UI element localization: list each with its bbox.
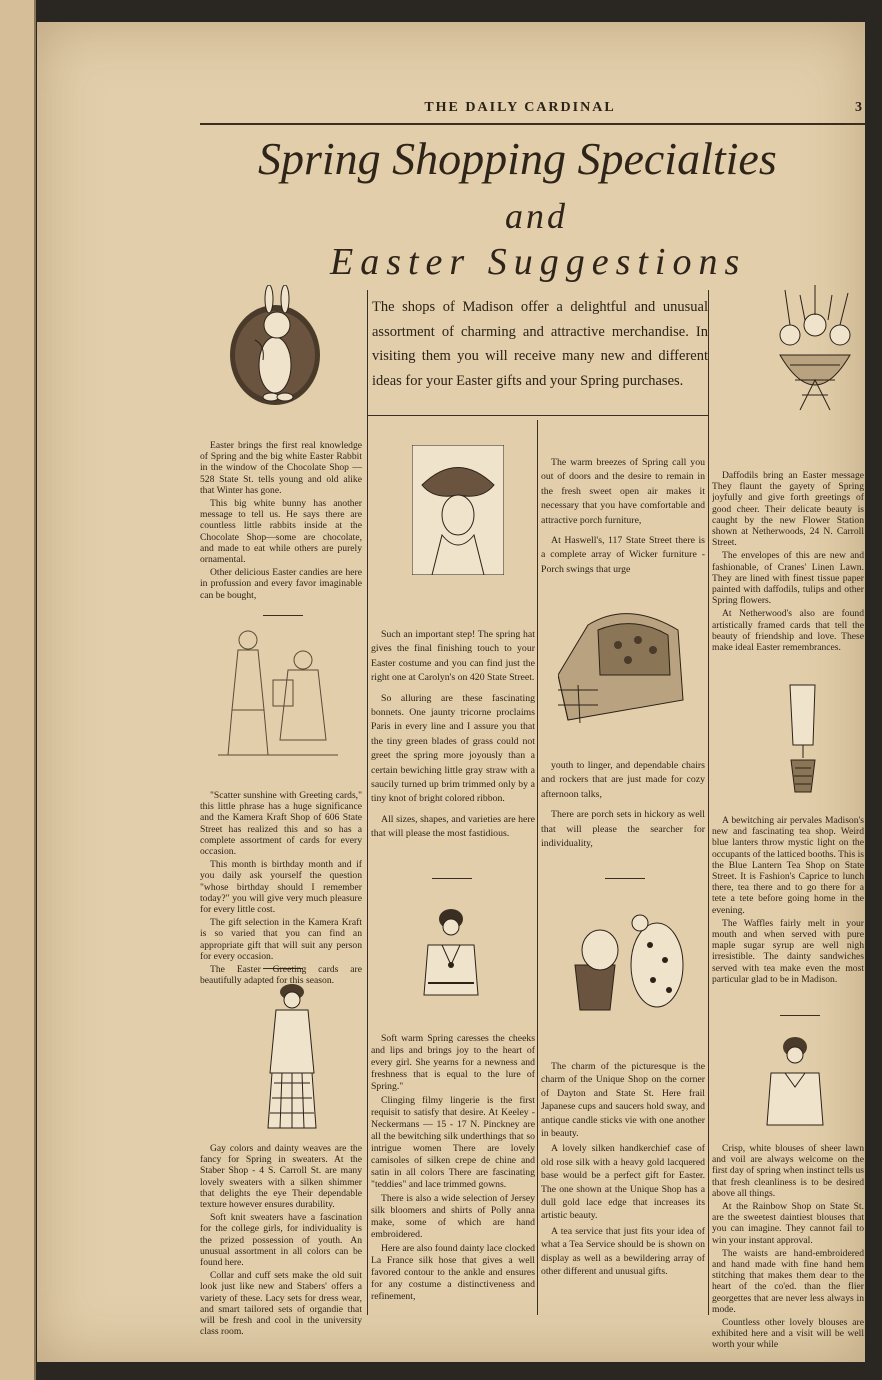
headline-line1: Spring Shopping Specialties bbox=[258, 133, 777, 184]
paper-name: THE DAILY CARDINAL bbox=[424, 100, 616, 115]
paragraph: So alluring are these fascinating bonnets. One jaunty tricorne proclaims Paris in every line and I assure you that the tiny green blades of grass could not greet the spring more joyously than a certain bewiching little gray straw with a saucily turned up brim trimmed only by a tiny knot of bright colored ribbon. bbox=[371, 692, 535, 805]
column-rule-2 bbox=[537, 420, 538, 1315]
paragraph: The warm breezes of Spring call you out of doors and the desire to remain in the fresh sweet open air makes it necessary that you have comfortable and attractive porch furniture, bbox=[541, 457, 705, 526]
column-3-haswells-cont bbox=[541, 759, 705, 857]
paragraph: A tea service that just fits your idea of what a Tea Service should be is shown on display as well as a bewildering array of other different and unusual gifts. bbox=[541, 1225, 705, 1278]
column-1-chocolate-shop bbox=[200, 440, 362, 603]
paragraph: There is also a wide selection of Jersey silk bloomers and shirts of Polly anna make, some of which are hand embroidered. bbox=[371, 1193, 535, 1240]
column-1-staber-shop bbox=[200, 1143, 362, 1339]
wicker-chair-illustration bbox=[558, 605, 690, 730]
paragraph: Daffodils bring an Easter message They flaunt the gayety of Spring joyfully and give forth greetings of good cheer. Their delicate beauty is caught by the new Flower Station shown at Netherwoods, 24 N. Carroll Street. bbox=[712, 470, 864, 549]
headline-line2: and bbox=[505, 196, 568, 236]
paragraph: The Easter Greeting cards are beautifully adapted for this season. bbox=[200, 964, 362, 987]
paragraph: At Netherwood's also are found artistically framed cards that tell the beauty of friendship and love. These make ideal Easter remembrances. bbox=[712, 608, 864, 654]
paragraph: Countless other lovely blouses are exhibited here and a visit will be well worth your while bbox=[712, 1317, 864, 1351]
sweater-girl-illustration bbox=[262, 978, 322, 1130]
column-4-netherwoods bbox=[712, 470, 864, 655]
header-rule bbox=[200, 123, 865, 125]
facing-page-edge bbox=[0, 0, 36, 1380]
column-3-haswells bbox=[541, 456, 705, 583]
paragraph: Clinging filmy lingerie is the first requisit to satisfy that desire. At Keeley - Neckermans — 15 - 17 N. Pinckney are all the bewitching silk underthings that so intrigue women There are lovely camisoles of silken crepe de chine and satin in all colors There are fascinating "teddies" and lace trimmed gowns. bbox=[371, 1095, 535, 1190]
paragraph: Soft knit sweaters have a fascination for the college girls, for individuality is the prized possession of youth. An unusual assortment in all colors can be found here. bbox=[200, 1212, 362, 1269]
column-3-unique-shop bbox=[541, 1060, 705, 1281]
paragraph: The gift selection in the Kamera Kraft is so varied that you can find an appropriate gift that will suit any person for every occasion. bbox=[200, 917, 362, 962]
separator bbox=[263, 615, 303, 616]
paragraph: Such an important step! The spring hat gives the final finishing touch to your Easter costume and you can find just the right one at Carolyn's on 420 State Street. bbox=[371, 629, 535, 684]
paragraph: At the Rainbow Shop on State St. are the sweetest daintiest blouses that you can imagine. They cannot fail to win your instant approval. bbox=[712, 1201, 864, 1246]
paragraph: Other delicious Easter candies are here in profussion and every favor imaginable can be bought, bbox=[200, 567, 362, 601]
lingerie-girl-illustration bbox=[420, 905, 482, 1000]
paragraph: There are porch sets in hickory as well that will please the searcher for individuality, bbox=[541, 809, 705, 850]
separator bbox=[780, 1015, 820, 1016]
paragraph: A bewitching air pervales Madison's new and fascinating tea shop. Weird blue lanters throw mystic light on the occupants of the latticed booths. This is the Blue Lantern Tea Shop on State Street. It is Fashion's Caprice to lunch there, tea there and to go there for a tete a tete before going home in the evening. bbox=[712, 815, 864, 916]
paragraph: Crisp, white blouses of sheer lawn and voil are always welcome on the first day of spring when instinct tells us that fresh cleanliness is to be desired above all things. bbox=[712, 1143, 864, 1199]
column-4-rainbow-shop bbox=[712, 1143, 864, 1353]
column-2-keeley-neckermans bbox=[371, 1033, 535, 1305]
intro-paragraph: The shops of Madison offer a delightful and unusual assortment of charming and attractive merchandise. In visiting them you will receive many new and different ideas for your Easter gifts and your Spring purchases. bbox=[372, 299, 708, 389]
intro-rule bbox=[368, 415, 708, 416]
column-1-kamera-kraft bbox=[200, 790, 362, 988]
paragraph: At Haswell's, 117 State Street there is a complete array of Wicker furniture - Porch swings that urge bbox=[541, 535, 705, 575]
tea-service-illustration bbox=[565, 905, 687, 1015]
woman-in-hat-illustration bbox=[412, 445, 504, 575]
column-rule-1 bbox=[367, 290, 368, 1315]
column-rule-3 bbox=[708, 290, 709, 1315]
page-number: 3 bbox=[855, 100, 862, 115]
separator bbox=[432, 878, 472, 879]
paragraph: The charm of the picturesque is the charm of the Unique Shop on the corner of Dayton and State St. Here frail Japanese cups and saucers hold sway, and antique candle sticks vie with one another in beauty. bbox=[541, 1061, 705, 1140]
paragraph: The waists are hand-embroidered and hand made with fine hand hem stitching that makes them dear to the heart of the co'ed. than the flier georgettes that are never less always in mode. bbox=[712, 1247, 864, 1315]
daffodil-basket-illustration bbox=[760, 285, 870, 415]
paragraph: The Waffles fairly melt in your mouth and when served with pure maple sugar syrup are well nigh irresistible. The dainty sandwiches served with tea make even the most particular glad to be in Madison. bbox=[712, 917, 864, 985]
paragraph: The envelopes of this are new and fashionable, of Cranes' Linen Lawn. They are lined with finest tissue paper painted with daffodils, tulips and other Spring flowers. bbox=[712, 550, 864, 607]
women-reading-cards-illustration bbox=[218, 620, 338, 760]
easter-rabbit-illustration bbox=[225, 285, 325, 410]
column-4-blue-lantern bbox=[712, 815, 864, 987]
headline-line3: Easter Suggestions bbox=[330, 241, 747, 283]
paragraph: A lovely silken handkerchief case of old rose silk with a heavy gold lacquered base would be a perfect gift for Easter. The one shown at the Unique Shop has a dull gold lace edge that increases its artistic beauty. bbox=[541, 1143, 705, 1222]
paragraph: This month is birthday month and if you daily ask yourself the question "whose birthday should I remember today?" you will give very much pleasure for every little cost. bbox=[200, 859, 362, 916]
column-2-carolyns bbox=[371, 628, 535, 848]
blouse-woman-illustration bbox=[765, 1035, 825, 1127]
paragraph: Soft warm Spring caresses the cheeks and lips and brings joy to the heart of every girl. She yearns for a newness and freshness that is equal to the lure of Spring." bbox=[371, 1033, 535, 1092]
paragraph: Easter brings the first real knowledge of Spring and the big white Easter Rabbit in the window of the Chocolate Shop —528 State St. tells young and old alike that Winter has gone. bbox=[200, 440, 362, 496]
paragraph: Here are also found dainty lace clocked La France silk hose that gives a well favored contour to the ankle and ensures for any costume a distinctiveness and refinement, bbox=[371, 1243, 535, 1302]
paragraph: All sizes, shapes, and varieties are here that will please the most fastidious. bbox=[371, 813, 535, 840]
paragraph: "Scatter sunshine with Greeting cards," this little phrase has a huge significance and the Kamera Kraft Shop of 606 State Street has realized this and so has a complete assortment of cards for every occasion. bbox=[200, 790, 362, 858]
separator bbox=[605, 878, 645, 879]
paragraph: youth to linger, and dependable chairs and rockers that are just made for cozy afternoon talks, bbox=[541, 760, 705, 800]
paragraph: This big white bunny has another message to tell us. He says there are countless little rabbits inside at the Chocolate Shop—some are chocolate, and made to eat while others are purely ornamental. bbox=[200, 498, 362, 566]
paragraph: Collar and cuff sets make the old suit look just like new and Stabers' offers a variety of these. Lacy sets for dress wear, and smart tailored sets of organdie that will be fresh and cool in the university class room. bbox=[200, 1270, 362, 1338]
paragraph: Gay colors and dainty weaves are the fancy for Spring in sweaters. At the Staber Shop - 4 S. Carroll St. are many lovely sweaters with a silken shimmer that delights the eye Their dependable texture however ensures durability. bbox=[200, 1143, 362, 1211]
blue-lantern-illustration bbox=[785, 680, 825, 800]
